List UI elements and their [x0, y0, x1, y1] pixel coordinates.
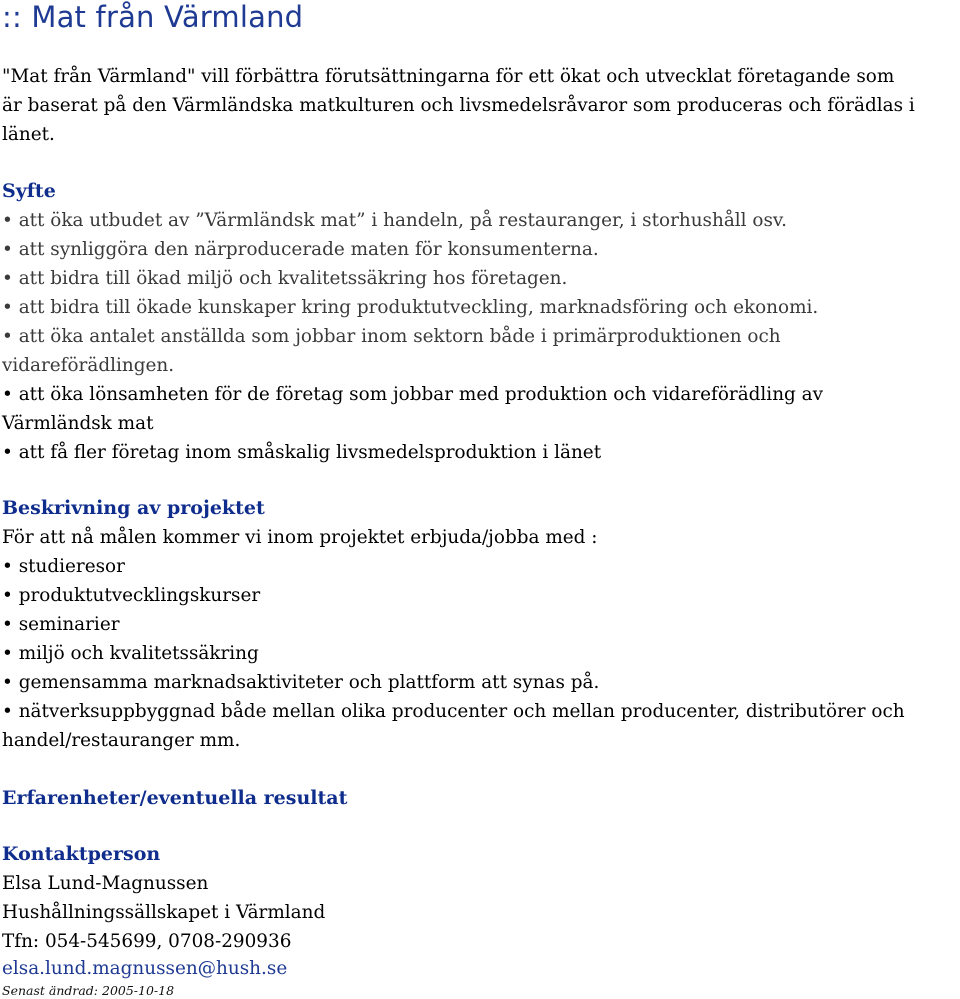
beskrivning-item-continued: handel/restauranger mm.	[2, 730, 241, 751]
intro-line: länet.	[2, 124, 55, 145]
syfte-item: • att synliggöra den närproducerade maten för konsumenterna.	[2, 239, 599, 260]
beskrivning-intro: För att nå målen kommer vi inom projektet erbjuda/jobba med :	[2, 527, 598, 548]
syfte-heading: Syfte	[2, 180, 56, 202]
beskrivning-item: • seminarier	[2, 614, 120, 635]
contact-email-link[interactable]: elsa.lund.magnussen@hush.se	[2, 958, 288, 979]
contact-name: Elsa Lund-Magnussen	[2, 873, 209, 894]
contact-organization: Hushållningssällskapet i Värmland	[2, 902, 326, 923]
syfte-item: • att bidra till ökad miljö och kvalitetssäkring hos företagen.	[2, 268, 568, 289]
syfte-item: • att bidra till ökade kunskaper kring produktutveckling, marknadsföring och ekonomi.	[2, 297, 819, 318]
syfte-item-continued: vidareförädlingen.	[2, 355, 175, 376]
intro-line: "Mat från Värmland" vill förbättra förutsättningarna för ett ökat och utvecklat företagande som	[2, 66, 895, 87]
beskrivning-item: • miljö och kvalitetssäkring	[2, 643, 259, 664]
beskrivning-heading: Beskrivning av projektet	[2, 497, 265, 519]
beskrivning-item: • nätverksuppbyggnad både mellan olika producenter och mellan producenter, distributörer och	[2, 701, 905, 722]
erfarenheter-heading: Erfarenheter/eventuella resultat	[2, 787, 348, 809]
syfte-item: • att få fler företag inom småskalig livsmedelsproduktion i länet	[2, 442, 602, 463]
intro-line: är baserat på den Värmländska matkulturen och livsmedelsråvaror som produceras och förädlas i	[2, 95, 915, 116]
syfte-item: • att öka antalet anställda som jobbar inom sektorn både i primärproduktionen och	[2, 326, 781, 347]
syfte-item-continued: Värmländsk mat	[2, 413, 154, 434]
beskrivning-item: • studieresor	[2, 556, 125, 577]
last-modified: Senast ändrad: 2005-10-18	[2, 983, 175, 998]
page-title: :: Mat från Värmland	[2, 0, 304, 34]
syfte-item: • att öka utbudet av ”Värmländsk mat” i handeln, på restauranger, i storhushåll osv.	[2, 210, 787, 231]
syfte-item: • att öka lönsamheten för de företag som jobbar med produktion och vidareförädling av	[2, 384, 824, 405]
beskrivning-item: • produktutvecklingskurser	[2, 585, 261, 606]
kontakt-heading: Kontaktperson	[2, 843, 161, 865]
beskrivning-item: • gemensamma marknadsaktiviteter och plattform att synas på.	[2, 672, 600, 693]
contact-phone: Tfn: 054-545699, 0708-290936	[2, 931, 292, 952]
